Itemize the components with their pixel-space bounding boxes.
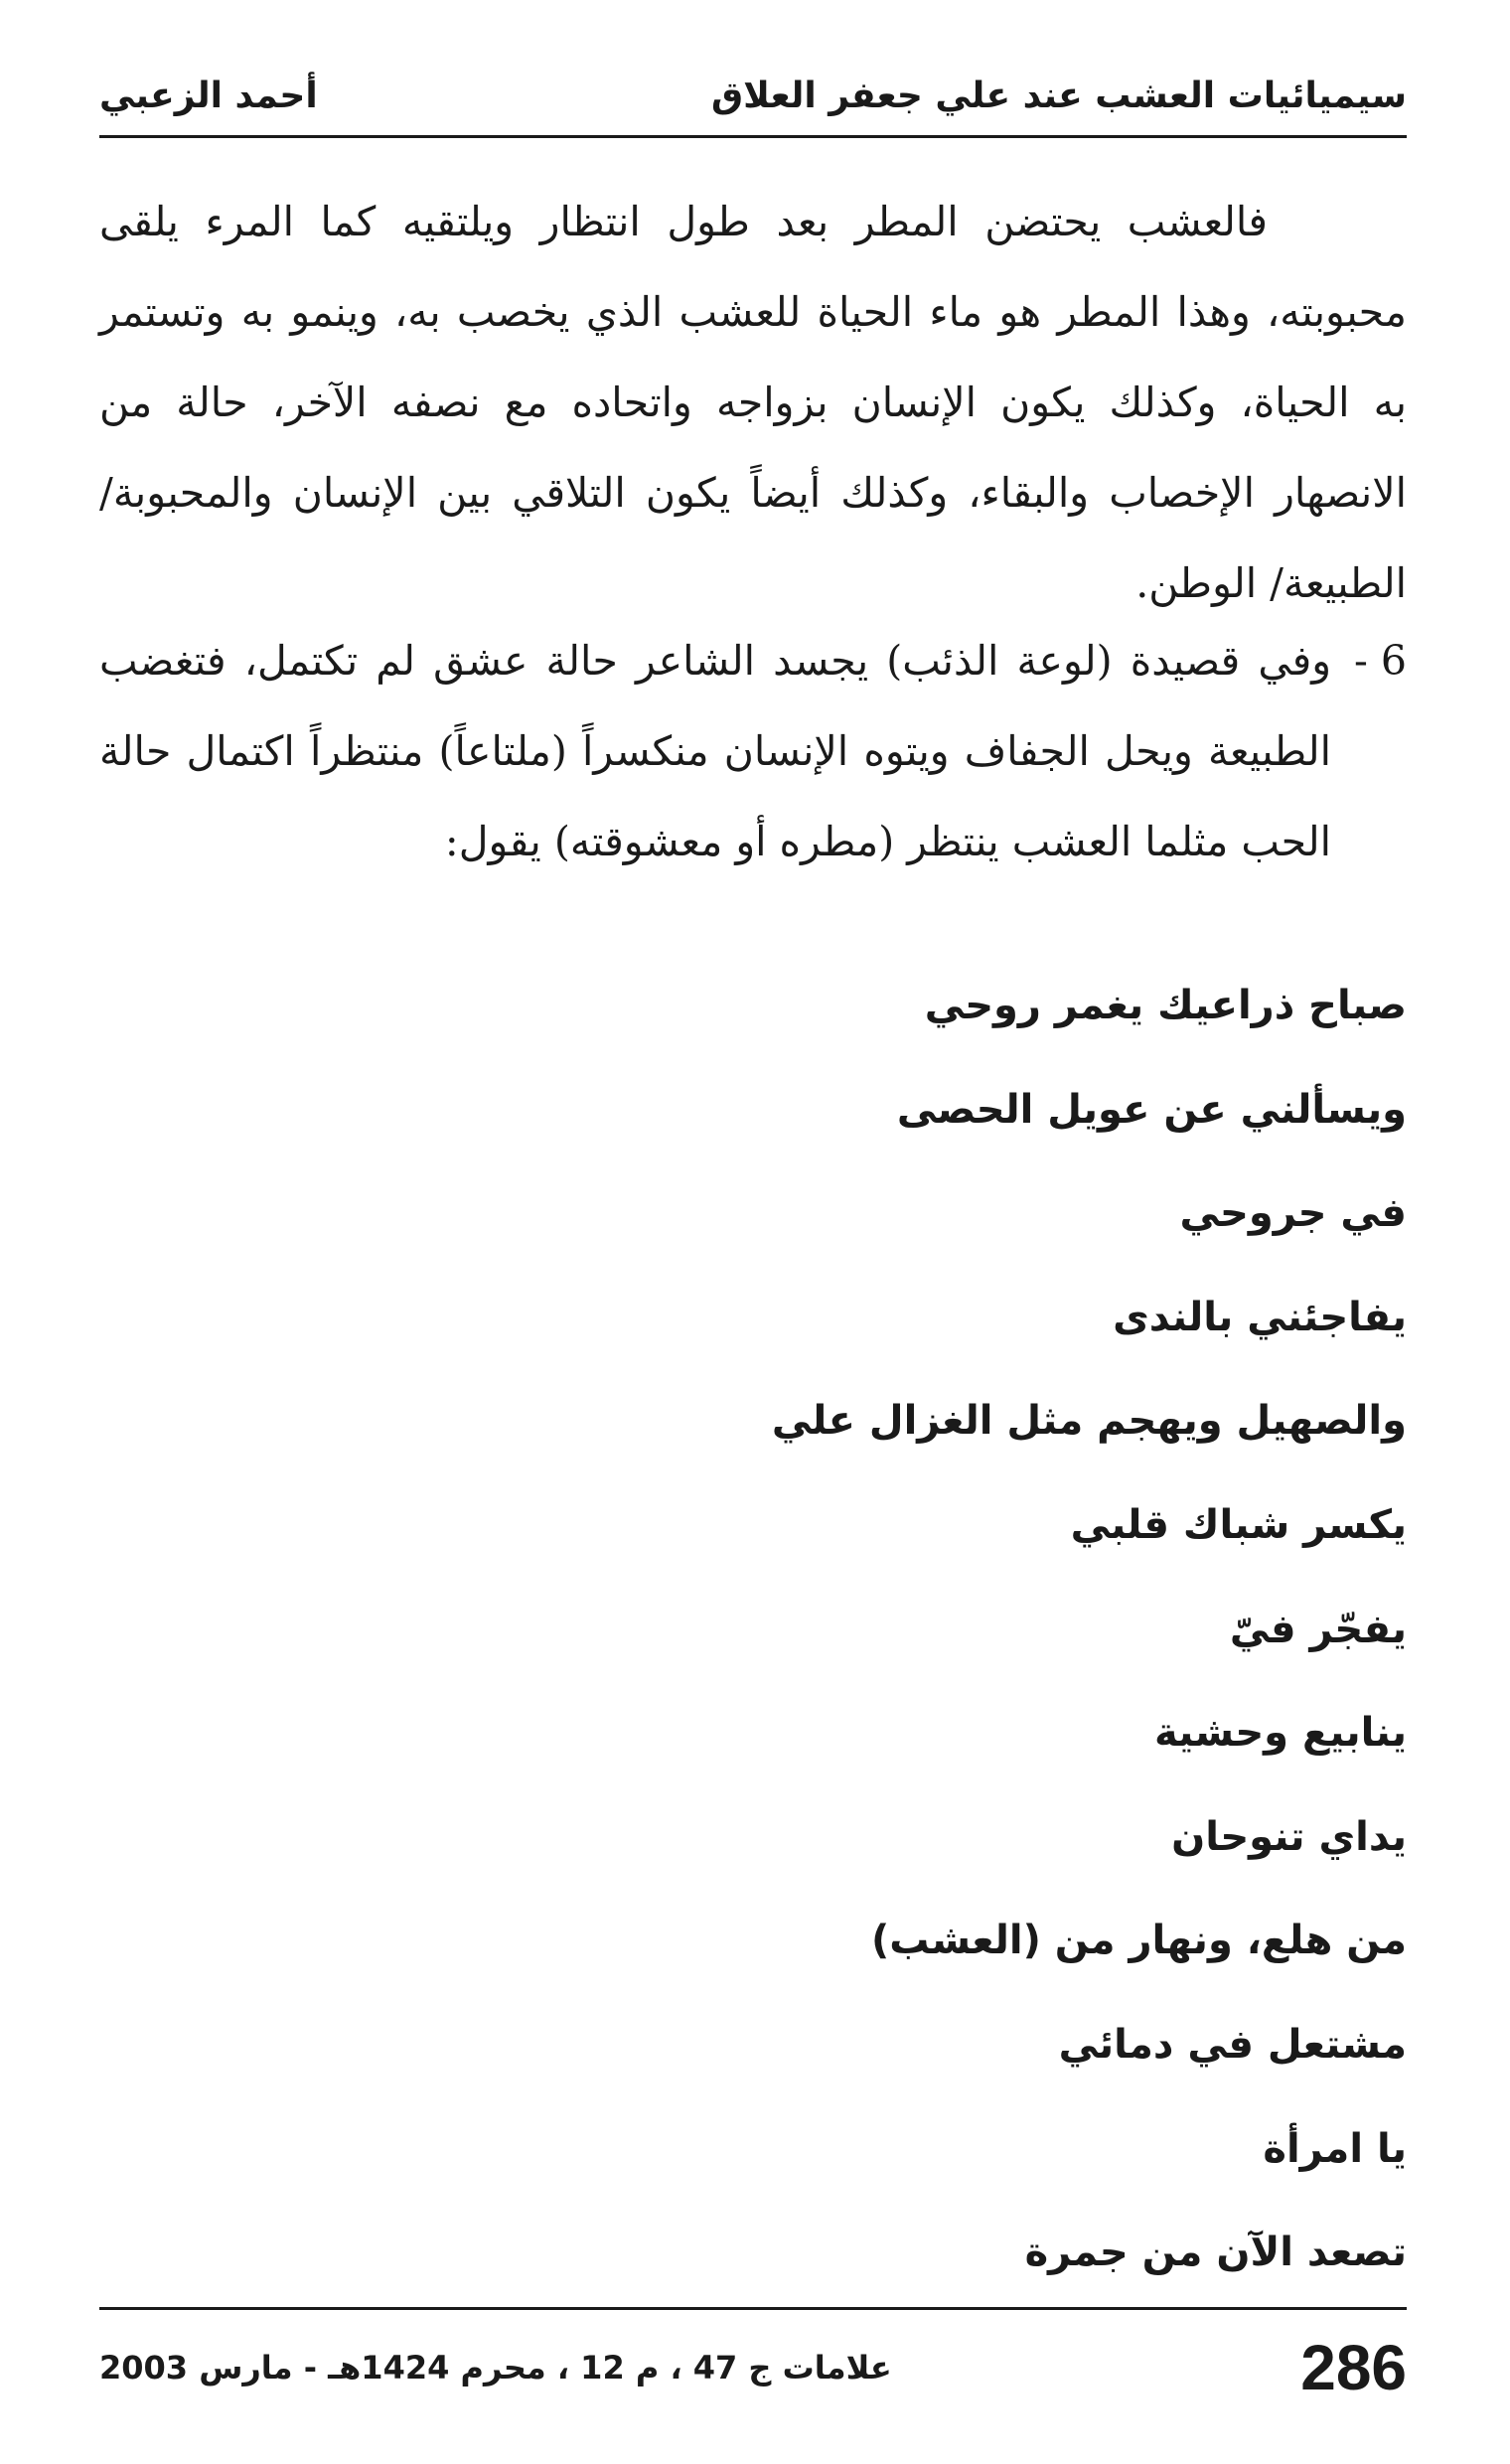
poem-line: من هلع، ونهار من (العشب) xyxy=(870,1918,1407,1964)
poem-line: والصهيل ويهجم مثل الغزال علي xyxy=(771,1398,1407,1445)
poem-line: ويسألني عن عويل الحصى xyxy=(896,1086,1407,1133)
poem-line: يكسر شباك قلبي xyxy=(1070,1501,1407,1548)
journal-citation xyxy=(99,2349,1148,2387)
poem-line: تصعد الآن من جمرة xyxy=(1024,2230,1407,2276)
footer-divider xyxy=(99,2307,1407,2310)
header-divider xyxy=(99,135,1407,138)
running-header xyxy=(99,56,1407,135)
poem-line: في جروحي xyxy=(1179,1190,1407,1237)
page-number: 286 xyxy=(1300,2332,1407,2403)
poem-line: صباح ذراعيك يغمر روحي xyxy=(924,983,1407,1028)
poem-line: يداي تنوحان xyxy=(1171,1813,1407,1860)
poem-line: مشتعل في دمائي xyxy=(1058,2021,1407,2068)
journal-citation-text: علامات ج 47 ، م 12 ، محرم 1424هـ - مارس 2003 xyxy=(99,2349,892,2387)
poem-line: يفاجئني بالندى xyxy=(1113,1294,1407,1340)
item-text: وفي قصيدة (لوعة الذئب) يجسد الشاعر حالة عشق لم تكتمل، فتغضب الطبيعة ويحل الجفاف ويتوه الإنسان منكسراً (ملتاعاً) منتظراً اكتمال حالة الحب مثلما العشب ينتظر (مطره أو معشوقته) يقول: xyxy=(99,637,1331,865)
body-text xyxy=(99,177,1407,629)
running-title: سيميائيات العشب عند علي جعفر العلاق xyxy=(711,75,1407,116)
numbered-item xyxy=(99,616,1407,887)
item-number: 6 - xyxy=(1354,637,1407,685)
poem xyxy=(99,954,1407,2305)
page-footer xyxy=(99,2323,1407,2412)
paragraph: فالعشب يحتضن المطر بعد طول انتظار ويلتقيه كما المرء يلقى محبوبته، وهذا المطر هو ماء الحياة للعشب الذي يخصب به، وينمو به وتستمر به الحياة، وكذلك يكون الإنسان بزواجه واتحاده مع نصفه الآخر، حالة من الانصهار الإخصاب والبقاء، وكذلك أيضاً يكون التلاقي بين الإنسان والمحبوبة/ الطبيعة/ الوطن. xyxy=(99,198,1407,607)
poem-line: يفجّر فيّ xyxy=(1229,1606,1407,1652)
poem-line: يا امرأة xyxy=(1263,2125,1407,2172)
poem-line: ينابيع وحشية xyxy=(1154,1710,1407,1757)
author-name: أحمد الزعبي xyxy=(99,75,318,116)
